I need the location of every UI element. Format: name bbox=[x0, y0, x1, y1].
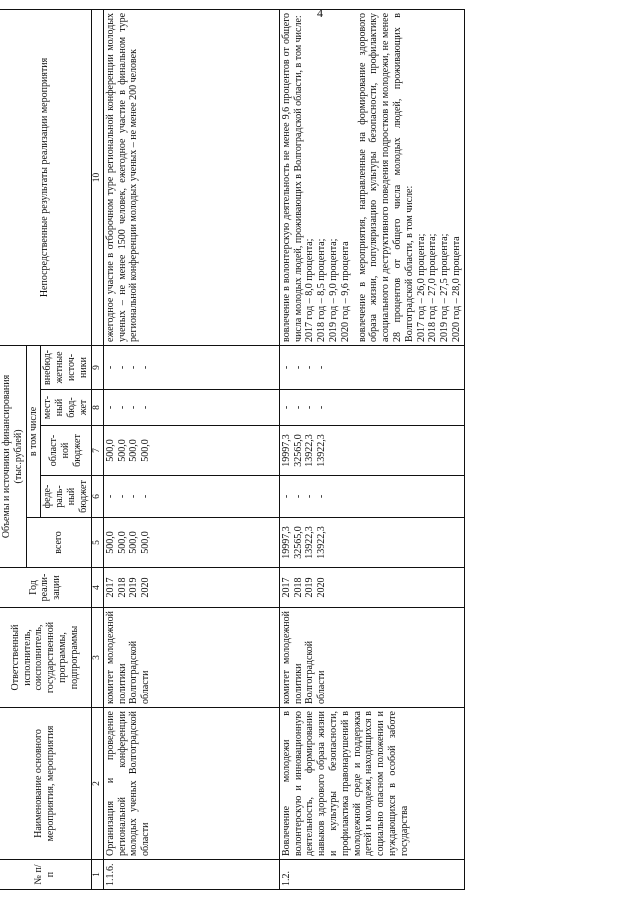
row-local: - - - - bbox=[279, 390, 464, 426]
row-years: 2017 2018 2019 2020 bbox=[103, 568, 279, 608]
results-line: 2019 год – 27,5 процента; bbox=[439, 233, 451, 342]
column-number: 6 bbox=[91, 476, 103, 518]
column-number: 10 bbox=[91, 9, 103, 345]
table-row bbox=[103, 9, 279, 889]
column-number: 2 bbox=[91, 708, 103, 860]
column-number: 3 bbox=[91, 608, 103, 708]
row-extrabudget: - - - - bbox=[279, 345, 464, 389]
header-extrabudget: внебюд-жетные источ-ники bbox=[41, 345, 91, 389]
header-executor: Ответственный исполнитель, соисполнитель, государственной программы, подпрограммы bbox=[0, 608, 91, 708]
header-name: Наименование основного мероприятия, мероприятия bbox=[0, 708, 91, 860]
results-text: вовлечение в волонтерскую деятельность не менее 9,6 процентов от общего числа молодых людей, проживающих в Волгоградской области, в том числе: bbox=[280, 12, 304, 342]
results-text: ежегодное участие в отборочном туре региональной конференции молодых ученых – не менее 1500 человек, ежегодное участие в финальном туре региональной конференции молодых ученых – не менее 200 человек bbox=[104, 12, 140, 342]
row-results bbox=[279, 9, 464, 345]
row-results bbox=[103, 9, 279, 345]
results-line: 2017 год – 8,0 процента; bbox=[304, 238, 316, 342]
column-number: 5 bbox=[91, 518, 103, 568]
row-federal: - - - - bbox=[279, 476, 464, 518]
row-num: 1.1.6. bbox=[103, 860, 279, 890]
results-line: 2018 год – 8,5 процента; bbox=[316, 238, 328, 342]
results-line: 2017 год – 26,0 процента; bbox=[415, 233, 427, 342]
header-year: Год реали-зации bbox=[0, 568, 91, 608]
row-name: Организация и проведение региональной конференции молодых ученых Волгоградской области bbox=[103, 708, 279, 860]
header-financing: Объемы и источники финансирования (тыс.рублей) bbox=[0, 345, 26, 567]
results-line: 2020 год – 9,6 процента bbox=[339, 241, 351, 342]
rotated-page-content bbox=[0, 10, 625, 890]
column-number: 4 bbox=[91, 568, 103, 608]
header-local: мест-ный бюд-жет bbox=[41, 390, 91, 426]
program-table bbox=[0, 9, 465, 890]
row-regional: 19997,3 32565,0 13922,3 13922,3 bbox=[279, 426, 464, 476]
row-extrabudget: - - - - bbox=[103, 345, 279, 389]
results-line: 2020 год – 28,0 процента bbox=[450, 236, 462, 342]
table-row bbox=[279, 9, 464, 889]
column-number: 1 bbox=[91, 860, 103, 890]
header-total: всего bbox=[26, 518, 91, 568]
results-line: 2018 год – 27,0 процента; bbox=[427, 233, 439, 342]
row-num: 1.2. bbox=[279, 860, 464, 890]
header-in-that: в том числе bbox=[26, 345, 41, 517]
row-name: Вовлечение молодежи в волонтерскую и инновационную деятельность, формирование навыков здорового образа жизни и культуры безопасности, профилактика правонарушений в молодежной среде и поддержка детей и молодежи, находящихся в социально опасном положении и нуждающихся в особой заботе государства bbox=[279, 708, 464, 860]
row-executor: комитет молодежной политики Волгоградской области bbox=[103, 608, 279, 708]
row-years: 2017 2018 2019 2020 bbox=[279, 568, 464, 608]
row-executor: комитет молодежной политики Волгоградской области bbox=[279, 608, 464, 708]
header-num: № п/п bbox=[0, 860, 91, 890]
row-local: - - - - bbox=[103, 390, 279, 426]
row-regional: 500,0 500,0 500,0 500,0 bbox=[103, 426, 279, 476]
column-number: 7 bbox=[91, 426, 103, 476]
results-line: 2019 год – 9,0 процента; bbox=[327, 238, 339, 342]
header-row-1 bbox=[0, 9, 26, 889]
column-number-row bbox=[91, 9, 103, 889]
row-total: 500,0 500,0 500,0 500,0 bbox=[103, 518, 279, 568]
header-regional: област-ной бюджет bbox=[41, 426, 91, 476]
header-federal: феде-раль-ный бюджет bbox=[41, 476, 91, 518]
column-number: 9 bbox=[91, 345, 103, 389]
row-federal: - - - - bbox=[103, 476, 279, 518]
results-text: вовлечение в мероприятия, направленные на формирование здорового образа жизни, популяризацию культуры безопасности, профилактику асоциального и деструктивного поведения подростков и молодежи, не менее 28 процентов от общего числа молодых людей, проживающих в Волгоградской области, в том числе: bbox=[356, 12, 415, 342]
row-total: 19997,3 32565,0 13922,3 13922,3 bbox=[279, 518, 464, 568]
header-results: Непосредственные результаты реализации мероприятия bbox=[0, 9, 91, 345]
column-number: 8 bbox=[91, 390, 103, 426]
page-number: 4 bbox=[317, 6, 323, 20]
